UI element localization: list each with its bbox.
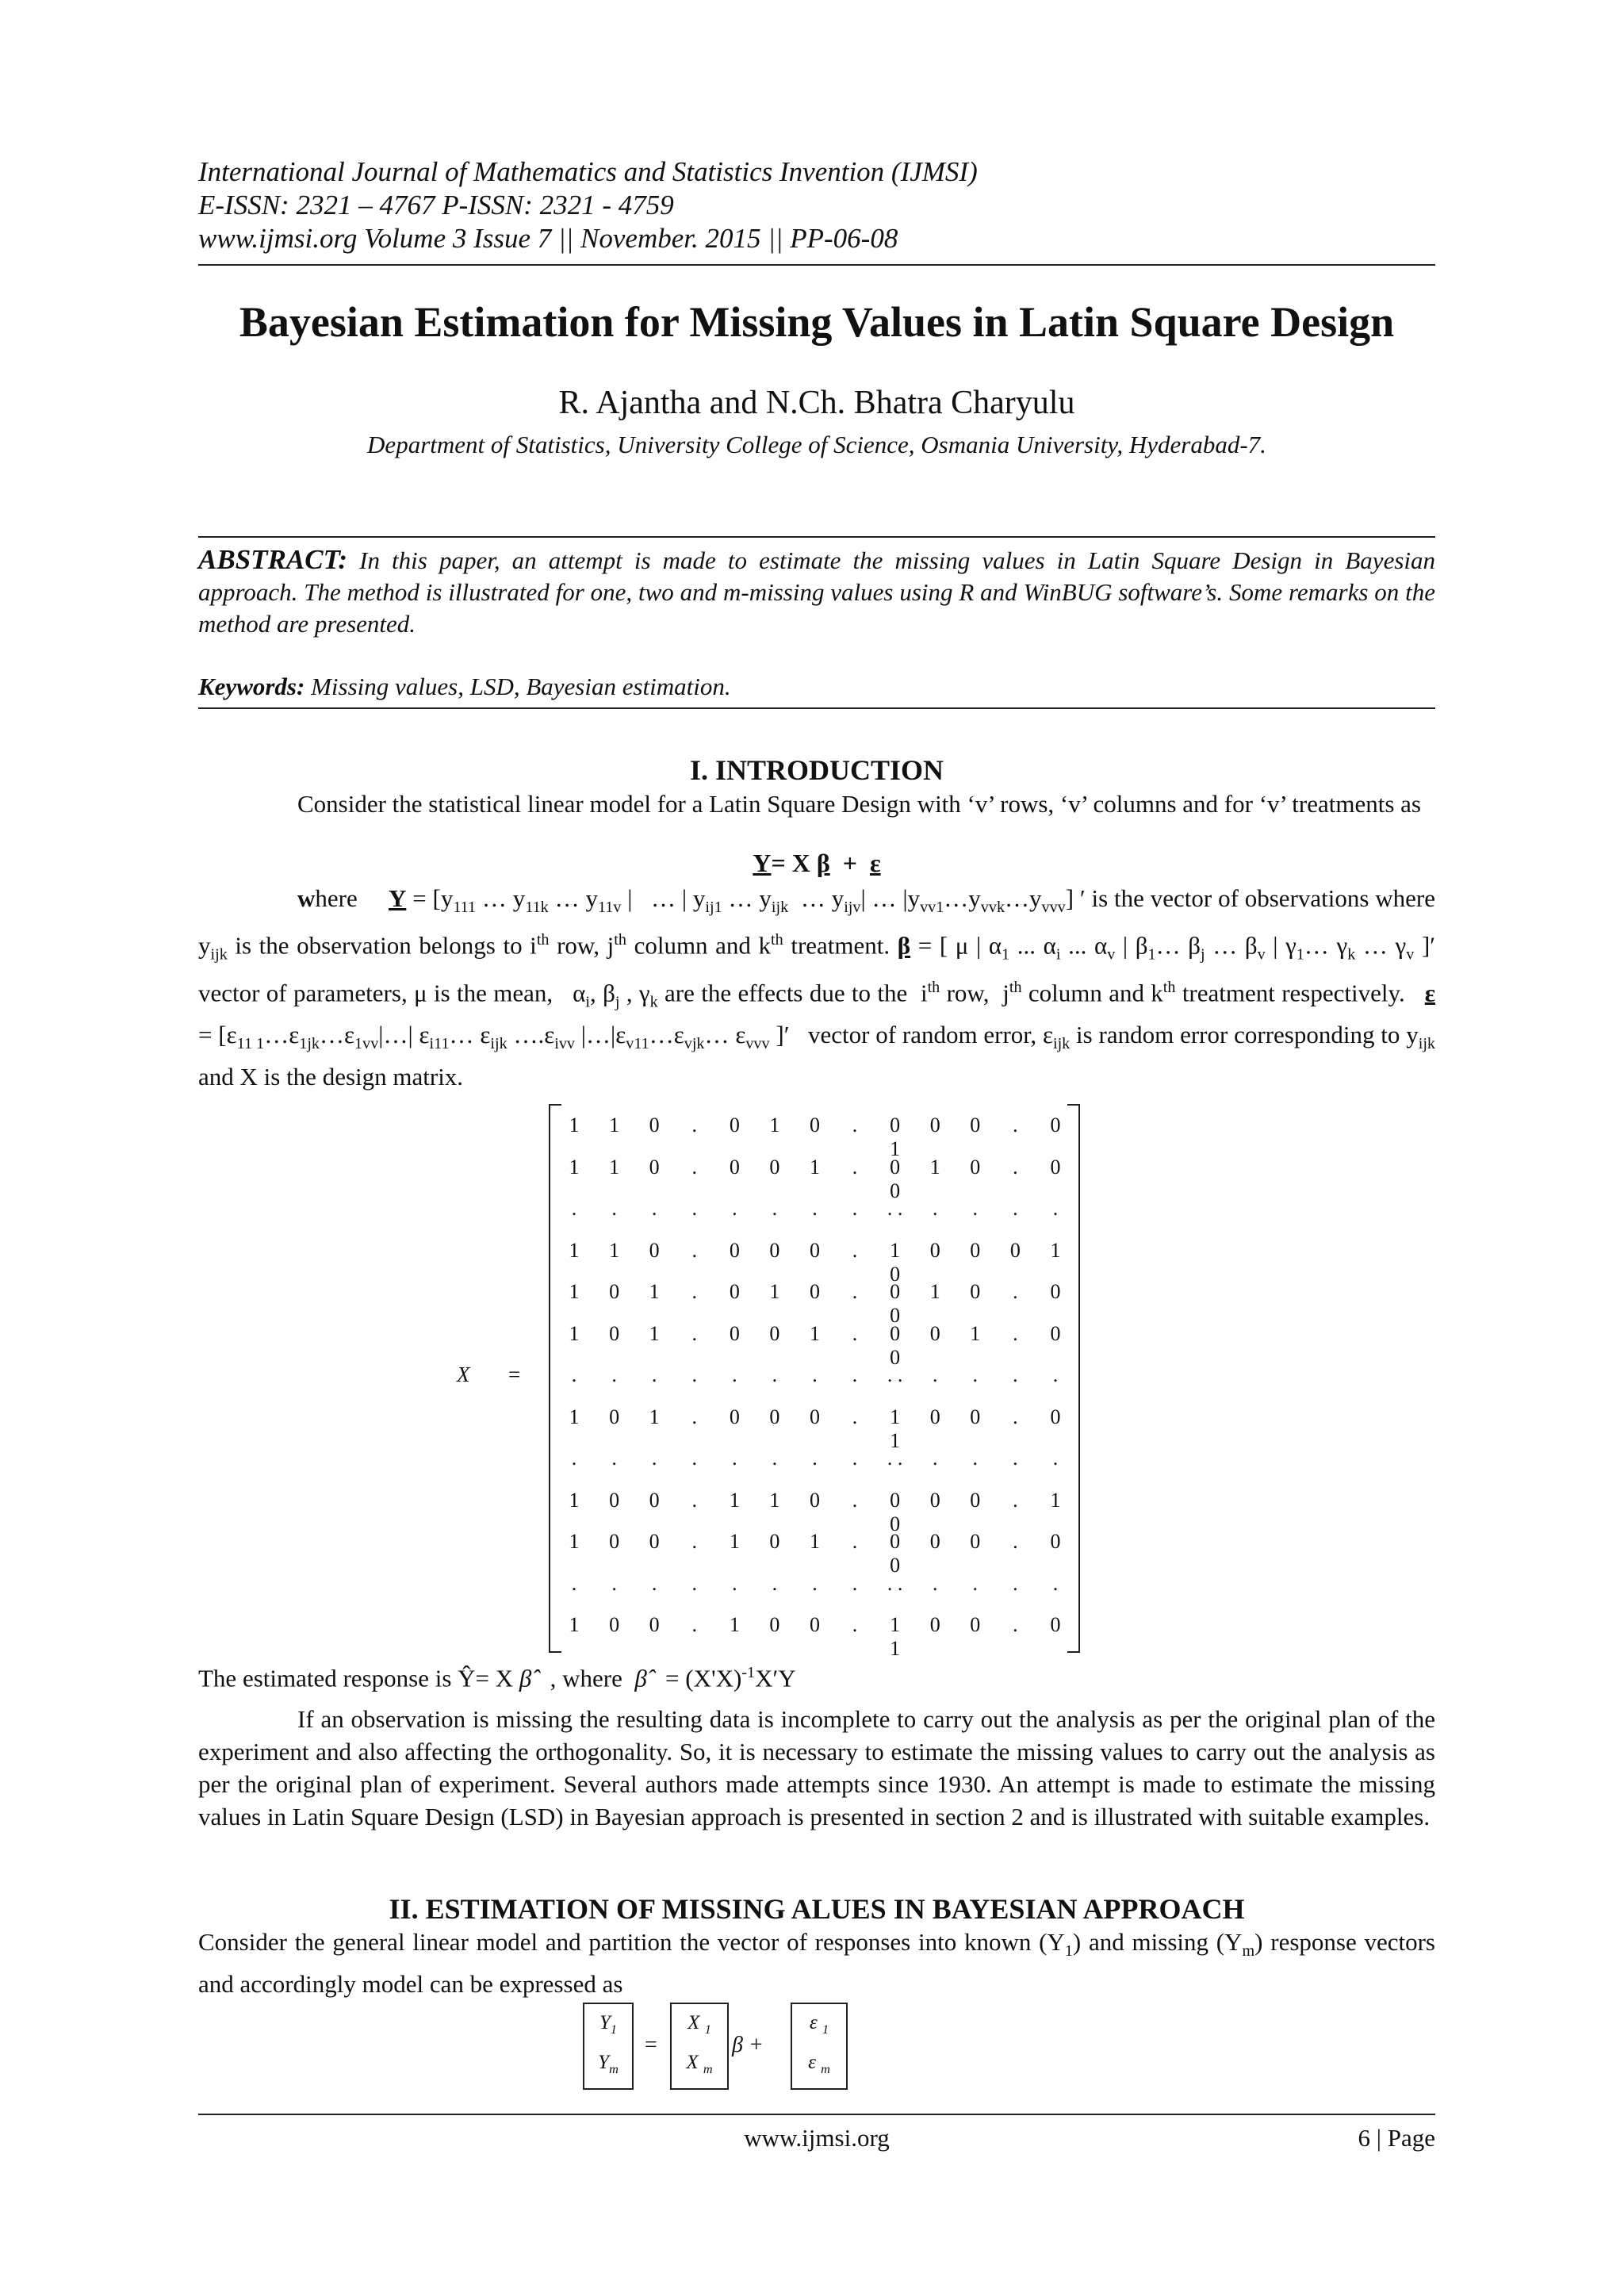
- matrix-cell: 1: [970, 1321, 981, 1345]
- matrix-cell: 0: [809, 1280, 820, 1303]
- matrix-cell: .: [972, 1197, 979, 1220]
- matrix-cell: 0 0: [890, 1280, 901, 1327]
- matrix-cell: .: [611, 1571, 617, 1595]
- matrix-row: [563, 1405, 1067, 1452]
- matrix-cell: .: [691, 1530, 697, 1553]
- matrix-cell: 0: [769, 1405, 780, 1428]
- matrix-row: [563, 1155, 1067, 1202]
- keywords-label: Keywords:: [198, 673, 305, 700]
- matrix-cell: 1: [569, 1155, 580, 1179]
- abstract-text: In this paper, an attempt is made to estimate the missing values in Latin Square Design in Bayesian approach. The method is illustrated for one, two and m-missing values using R and WinBUG software’s. Some remarks on the method are presented.: [198, 546, 1436, 638]
- matrix-cell: 1: [769, 1488, 780, 1512]
- matrix-cell: 1: [609, 1238, 620, 1262]
- matrix-cell: .: [932, 1571, 938, 1595]
- matrix-cell: .: [1013, 1447, 1018, 1470]
- matrix-cell: .: [691, 1280, 697, 1303]
- matrix-cell: 1: [569, 1238, 580, 1262]
- matrix-cell: 0 0: [890, 1321, 901, 1369]
- matrix-cell: 0: [729, 1405, 740, 1428]
- matrix-cell: 1: [569, 1114, 580, 1137]
- matrix-row: [563, 1197, 1067, 1238]
- matrix-cell: . .: [887, 1363, 903, 1386]
- matrix-cell: .: [1052, 1571, 1059, 1595]
- matrix-cell: 1: [769, 1114, 780, 1137]
- matrix-cell: .: [571, 1363, 577, 1386]
- matrix-cell: .: [852, 1280, 858, 1303]
- matrix-cell: 0: [929, 1530, 940, 1553]
- matrix-cell: 0: [1050, 1280, 1061, 1303]
- matrix-row: [563, 1363, 1067, 1405]
- matrix-cell: 0: [1050, 1114, 1061, 1137]
- design-matrix: [549, 1099, 1080, 1660]
- matrix-cell: .: [651, 1447, 657, 1470]
- matrix-row: [563, 1447, 1067, 1488]
- matrix-cell: .: [972, 1363, 979, 1386]
- matrix-cell: .: [932, 1197, 938, 1220]
- matrix-row: [563, 1530, 1067, 1577]
- matrix-cell: 0: [769, 1530, 780, 1553]
- matrix-cell: 1: [569, 1488, 580, 1512]
- matrix-symbol: X: [457, 1363, 470, 1386]
- footer-rule: [198, 2114, 1435, 2115]
- abstract-bottom-rule: [198, 707, 1435, 709]
- matrix-row: [563, 1488, 1067, 1535]
- matrix-cell: 0: [769, 1613, 780, 1636]
- masthead-rule: [198, 264, 1435, 266]
- matrix-cell: 1: [609, 1155, 620, 1179]
- matrix-cell: 0: [769, 1155, 780, 1179]
- matrix-equals: =: [508, 1363, 521, 1386]
- matrix-cell: 1: [569, 1613, 580, 1636]
- matrix-cell: 1: [809, 1321, 820, 1345]
- matrix-cell: .: [691, 1447, 697, 1470]
- matrix-cell: .: [772, 1447, 778, 1470]
- matrix-cell: .: [732, 1197, 737, 1220]
- paper-authors: R. Ajantha and N.Ch. Bhatra Charyulu: [558, 385, 1075, 421]
- matrix-cell: 1 1: [890, 1405, 901, 1452]
- matrix-cell: 1: [1050, 1238, 1061, 1262]
- matrix-cell: 1: [809, 1530, 820, 1553]
- matrix-row: [563, 1280, 1067, 1327]
- matrix-cell: 1: [609, 1114, 620, 1137]
- error-vector: ε $_1$ ε $_m$: [791, 2003, 848, 2090]
- matrix-row: [563, 1238, 1067, 1286]
- matrix-cell: 0 0: [890, 1155, 901, 1202]
- matrix-cell: .: [1013, 1405, 1018, 1428]
- matrix-cell: .: [1013, 1155, 1018, 1179]
- estimated-response: The estimated response is Ŷ= X β̂ , where β̂ = $(X'X)^{-1}X'Y$: [198, 1664, 796, 1692]
- matrix-cell: .: [812, 1363, 818, 1386]
- matrix-cell: 0: [929, 1613, 940, 1636]
- matrix-cell: .: [571, 1571, 577, 1595]
- matrix-cell: 0: [729, 1321, 740, 1345]
- matrix-cell: .: [1013, 1114, 1018, 1137]
- matrix-cell: 0: [929, 1114, 940, 1137]
- matrix-cell: .: [772, 1571, 778, 1595]
- matrix-cell: 0: [809, 1238, 820, 1262]
- partition-equation: [583, 2003, 900, 2090]
- matrix-cell: 1: [649, 1280, 660, 1303]
- matrix-cell: 0: [769, 1238, 780, 1262]
- matrix-cell: .: [691, 1571, 697, 1595]
- matrix-cell: .: [651, 1197, 657, 1220]
- matrix-cell: .: [852, 1363, 858, 1386]
- matrix-cell: .: [852, 1114, 858, 1137]
- matrix-cell: .: [611, 1363, 617, 1386]
- matrix-cell: .: [732, 1447, 737, 1470]
- matrix-cell: 0: [929, 1321, 940, 1345]
- paper-title: Bayesian Estimation for Missing Values in Latin Square Design: [239, 298, 1395, 346]
- keywords-block: [198, 673, 1435, 701]
- keywords-text: Missing values, LSD, Bayesian estimation.: [311, 673, 731, 700]
- matrix-cell: .: [812, 1447, 818, 1470]
- matrix-cell: .: [651, 1571, 657, 1595]
- matrix-cell: 1: [1050, 1488, 1061, 1512]
- matrix-cell: .: [852, 1405, 858, 1428]
- matrix-cell: .: [732, 1571, 737, 1595]
- matrix-cell: . .: [887, 1571, 903, 1595]
- matrix-cell: .: [1013, 1613, 1018, 1636]
- matrix-cell: .: [972, 1447, 979, 1470]
- matrix-cell: .: [691, 1321, 697, 1345]
- matrix-cell: .: [571, 1197, 577, 1220]
- matrix-cell: 1: [569, 1321, 580, 1345]
- matrix-cell: 0: [1050, 1405, 1061, 1428]
- matrix-cell: .: [691, 1405, 697, 1428]
- beta-symbol: β +: [732, 2033, 764, 2057]
- matrix-cell: 0: [1050, 1155, 1061, 1179]
- matrix-cell: .: [1052, 1197, 1059, 1220]
- matrix-cell: 1 0: [890, 1238, 901, 1286]
- matrix-cell: .: [812, 1571, 818, 1595]
- matrix-cell: .: [972, 1571, 979, 1595]
- response-vector: $Y_1$ $Y_m$: [583, 2003, 634, 2090]
- matrix-cell: .: [691, 1363, 697, 1386]
- matrix-cell: 0: [970, 1155, 981, 1179]
- matrix-cell: .: [691, 1488, 697, 1512]
- matrix-cell: .: [1013, 1363, 1018, 1386]
- matrix-cell: 0: [609, 1613, 620, 1636]
- matrix-cell: 0: [609, 1321, 620, 1345]
- matrix-cell: 0: [970, 1114, 981, 1137]
- matrix-cell: 0: [929, 1405, 940, 1428]
- matrix-cell: 0: [609, 1530, 620, 1553]
- design-vector: X $_1$ X $_m$: [670, 2003, 729, 2090]
- model-equation: Y= X β + ε: [753, 849, 881, 877]
- matrix-cell: .: [571, 1447, 577, 1470]
- missing-paragraph: If an observation is missing the resulting data is incomplete to carry out the analysis as per the original plan of the experiment and also affecting the orthogonality. So, it is necessary to estimate the missing values to carry out the analysis as per the original plan of experiment. Several authors made attempts since 1930. An attempt is made to estimate the missing values in Latin Square Design (LSD) in Bayesian approach is presented in section 2 and is illustrated with suitable examples.: [198, 1705, 1435, 1830]
- matrix-cell: 1: [729, 1488, 740, 1512]
- matrix-cell: .: [1013, 1280, 1018, 1303]
- matrix-cell: .: [852, 1321, 858, 1345]
- matrix-cell: 0: [1050, 1530, 1061, 1553]
- matrix-left-bracket: [549, 1104, 561, 1653]
- matrix-cell: 1: [729, 1530, 740, 1553]
- matrix-cell: 1 1: [890, 1613, 901, 1660]
- matrix-cell: 0: [649, 1613, 660, 1636]
- matrix-cell: .: [1013, 1488, 1018, 1512]
- matrix-cell: 0: [1009, 1238, 1021, 1262]
- matrix-cell: 0: [729, 1280, 740, 1303]
- matrix-cell: 1: [569, 1530, 580, 1553]
- matrix-cell: .: [691, 1155, 697, 1179]
- matrix-cell: .: [772, 1363, 778, 1386]
- matrix-cell: 0: [970, 1280, 981, 1303]
- section-heading-estimation: II. ESTIMATION OF MISSING ALUES IN BAYESIAN APPROACH: [389, 1893, 1245, 1925]
- paper-affiliation: Department of Statistics, University College of Science, Osmania University, Hyderabad-7.: [367, 431, 1266, 458]
- matrix-cell: 1: [769, 1280, 780, 1303]
- matrix-cell: 0: [809, 1114, 820, 1137]
- matrix-cell: 0: [970, 1613, 981, 1636]
- matrix-cell: .: [852, 1197, 858, 1220]
- matrix-cell: .: [611, 1447, 617, 1470]
- matrix-cell: .: [852, 1571, 858, 1595]
- matrix-cell: 1: [569, 1405, 580, 1428]
- matrix-cell: 0 0: [890, 1530, 901, 1577]
- section-heading-introduction: I. INTRODUCTION: [689, 754, 944, 786]
- matrix-cell: 0: [1050, 1613, 1061, 1636]
- matrix-cell: 0: [649, 1155, 660, 1179]
- matrix-cell: .: [1013, 1571, 1018, 1595]
- matrix-cell: 0: [1050, 1321, 1061, 1345]
- matrix-row: [563, 1613, 1067, 1660]
- matrix-cell: .: [852, 1155, 858, 1179]
- matrix-cell: 1: [929, 1155, 940, 1179]
- matrix-cell: .: [772, 1197, 778, 1220]
- matrix-cell: 1: [729, 1613, 740, 1636]
- matrix-cell: .: [611, 1197, 617, 1220]
- partition-paragraph: Consider the general linear model and partition the vector of responses into known $(Y_1)$ and missing $(Y_m)$ response vectors and accordingly model can be expressed as: [198, 1928, 1436, 1999]
- matrix-cell: 0: [970, 1405, 981, 1428]
- model-description: where $Y = [y_{111}$ … $y_{11k}$ … $y_{11v}$ | … | $y_{ij1}$ … $y_{ijk}$ … $y_{ijv}|$ … $|y_{vv1}\dots y_{vvk}\dots y_{vvv}$] ′ is the vector of observations where $y_{ijk}$ is the observation belongs to $i^{th}$ row, $j^{th}$ column and $k^{th}$ treatment. β = [ μ | $\alpha_1$ ... $\alpha_i$ ... $\alpha_v$ | $\beta_1\dots$ $\beta_j$ … $\beta_v$ | $\gamma_1\dots$ $\gamma_k$ … $\gamma_v$ ]′ vector of parameters, μ is the mean, $\alpha_i$, $\beta_j$ , $\gamma_k$ are the effects due to the $i^{th}$ row, $j^{th}$ column and $k^{th}$ treatment respectively. $\varepsilon = [\varepsilon_{11 1}\dots\varepsilon_{1jk}\dots\varepsilon_{1vv}|\dots|$ $\varepsilon_{i11}\dots$ $\varepsilon_{ijk}$ $\dots.\varepsilon_{ivv}$ $|\dots|\varepsilon_{v11}\dots\varepsilon_{vjk}\dots$ $\varepsilon_{vvv}$ ]′ vector of random error, $\varepsilon_{ijk}$ is random error corresponding to $y_{ijk}$ and X is the design matrix.: [198, 884, 1436, 1091]
- journal-name: International Journal of Mathematics and Statistics Invention (IJMSI): [198, 156, 978, 187]
- matrix-cell: 0: [929, 1488, 940, 1512]
- matrix-cell: .: [812, 1197, 818, 1220]
- matrix-cell: . .: [887, 1447, 903, 1470]
- matrix-cell: 0: [729, 1114, 740, 1137]
- matrix-cell: 1: [649, 1405, 660, 1428]
- matrix-cell: 0: [809, 1488, 820, 1512]
- matrix-cell: .: [1013, 1530, 1018, 1553]
- matrix-cell: 0: [970, 1238, 981, 1262]
- matrix-cell: 1: [569, 1280, 580, 1303]
- matrix-cell: 0: [970, 1488, 981, 1512]
- matrix-cell: .: [1013, 1197, 1018, 1220]
- matrix-cell: .: [691, 1613, 697, 1636]
- matrix-cell: .: [852, 1488, 858, 1512]
- matrix-cell: .: [932, 1363, 938, 1386]
- equals-sign: =: [645, 2033, 657, 2057]
- matrix-cell: . .: [887, 1197, 903, 1220]
- matrix-cell: 0 0: [890, 1488, 901, 1535]
- matrix-cell: .: [691, 1238, 697, 1262]
- matrix-row: [563, 1572, 1067, 1613]
- matrix-cell: 0 1: [890, 1114, 901, 1160]
- matrix-cell: .: [1052, 1363, 1059, 1386]
- matrix-cell: 1: [649, 1321, 660, 1345]
- matrix-cell: .: [852, 1530, 858, 1553]
- matrix-cell: 0: [649, 1238, 660, 1262]
- matrix-cell: .: [1013, 1321, 1018, 1345]
- matrix-cell: 0: [649, 1488, 660, 1512]
- matrix-cell: .: [691, 1114, 697, 1137]
- matrix-cell: .: [651, 1363, 657, 1386]
- matrix-cell: 0: [649, 1530, 660, 1553]
- matrix-cell: .: [852, 1613, 858, 1636]
- matrix-cell: .: [732, 1363, 737, 1386]
- matrix-cell: 0: [809, 1613, 820, 1636]
- matrix-cell: 0: [609, 1488, 620, 1512]
- matrix-cell: 0: [809, 1405, 820, 1428]
- abstract-block: [198, 544, 1435, 640]
- matrix-cell: 0: [649, 1114, 660, 1137]
- intro-paragraph: Consider the statistical linear model for a Latin Square Design with ‘v’ rows, ‘v’ columns and for ‘v’ treatments as: [297, 790, 1421, 818]
- journal-masthead: [198, 155, 1435, 255]
- abstract-label: ABSTRACT:: [198, 544, 348, 575]
- matrix-cell: 0: [769, 1321, 780, 1345]
- matrix-cell: .: [691, 1197, 697, 1220]
- journal-issn: E-ISSN: 2321 – 4767 P-ISSN: 2321 - 4759: [198, 190, 674, 220]
- matrix-cell: 1: [929, 1280, 940, 1303]
- matrix-cell: 0: [970, 1530, 981, 1553]
- matrix-cell: 0: [729, 1238, 740, 1262]
- matrix-cell: .: [852, 1447, 858, 1470]
- matrix-row: [563, 1321, 1067, 1369]
- matrix-right-bracket: [1067, 1104, 1080, 1653]
- abstract-top-rule: [198, 536, 1435, 538]
- matrix-cell: 0: [609, 1280, 620, 1303]
- matrix-cell: .: [932, 1447, 938, 1470]
- footer-website: www.ijmsi.org: [744, 2124, 890, 2152]
- matrix-cell: 1: [809, 1155, 820, 1179]
- matrix-cell: .: [1052, 1447, 1059, 1470]
- matrix-row: [563, 1114, 1067, 1160]
- matrix-cell: .: [852, 1238, 858, 1262]
- matrix-cell: 0: [929, 1238, 940, 1262]
- matrix-cell: 0: [609, 1405, 620, 1428]
- journal-issue: www.ijmsi.org Volume 3 Issue 7 || November. 2015 || PP-06-08: [198, 223, 898, 254]
- footer-page-number: 6 | Page: [1358, 2124, 1435, 2152]
- matrix-cell: 0: [729, 1155, 740, 1179]
